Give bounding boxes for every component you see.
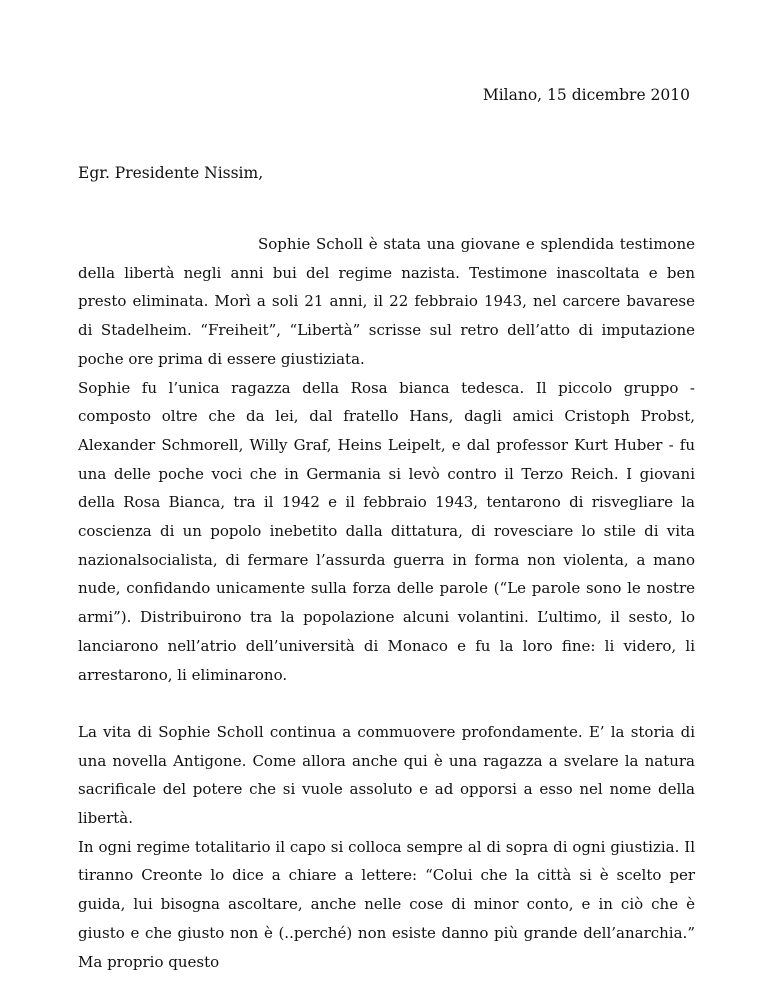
letter-salutation: Egr. Presidente Nissim, [78,164,264,182]
paragraph-scholl-testimony: Sophie Scholl è stata una giovane e splendida testimone della libertà negli anni bui del regime nazista. Testimone inascoltata e ben presto eliminata. Morì a soli 21 anni, il 22 febbraio 1943, nel carcere bavarese di Stadelheim. “Freiheit”, “Libertà” scrisse sul retro dell’atto di imputazione poche ore prima di essere giustiziata. [78,235,695,368]
paragraph-white-rose: Sophie fu l’unica ragazza della Rosa bianca tedesca. Il piccolo gruppo - composto oltre che da lei, dal fratello Hans, dagli amici Cristoph Probst, Alexander Schmorell, Willy Graf, Heins Leipelt, e dal professor Kurt Huber - fu una delle poche voci che in Germania si levò contro il Terzo Reich. I giovani della Rosa Bianca, tra il 1942 e il febbraio 1943, tentarono di risvegliare la coscienza di un popolo inebetito dalla dittatura, di rovesciare lo stile di vita nazionalsocialista, di fermare l’assurda guerra in forma non violenta, a mano nude, confidando unicamente sulla forza delle parole (“Le parole sono le nostre armi”). Distribuirono tra la popolazione alcuni volantini. L’ultimo, il sesto, lo lanciarono nell’atrio dell’università di Monaco e fu la loro fine: li videro, li arrestarono, li eliminarono. [78,378,695,684]
letter-body [78,230,695,976]
letter-dateline: Milano, 15 dicembre 2010 [482,86,690,104]
paragraph-antigone: La vita di Sophie Scholl continua a commuovere profondamente. E’ la storia di una novella Antigone. Come allora anche qui è una ragazza a svelare la natura sacrificale del potere che si vuole assoluto e ad opporsi a esso nel nome della libertà. [78,722,695,828]
paragraph-totalitarian-regime: In ogni regime totalitario il capo si colloca sempre al di sopra di ogni giustizia. Il tiranno Creonte lo dice a chiare a lettere: “Colui che la città si è scelto per guida, lui bisogna ascoltare, anche nelle cose di minor conto, e in ciò che è giusto e che giusto non è (..perché) non esiste danno più grande dell’anarchia.” Ma proprio questo [78,837,695,971]
